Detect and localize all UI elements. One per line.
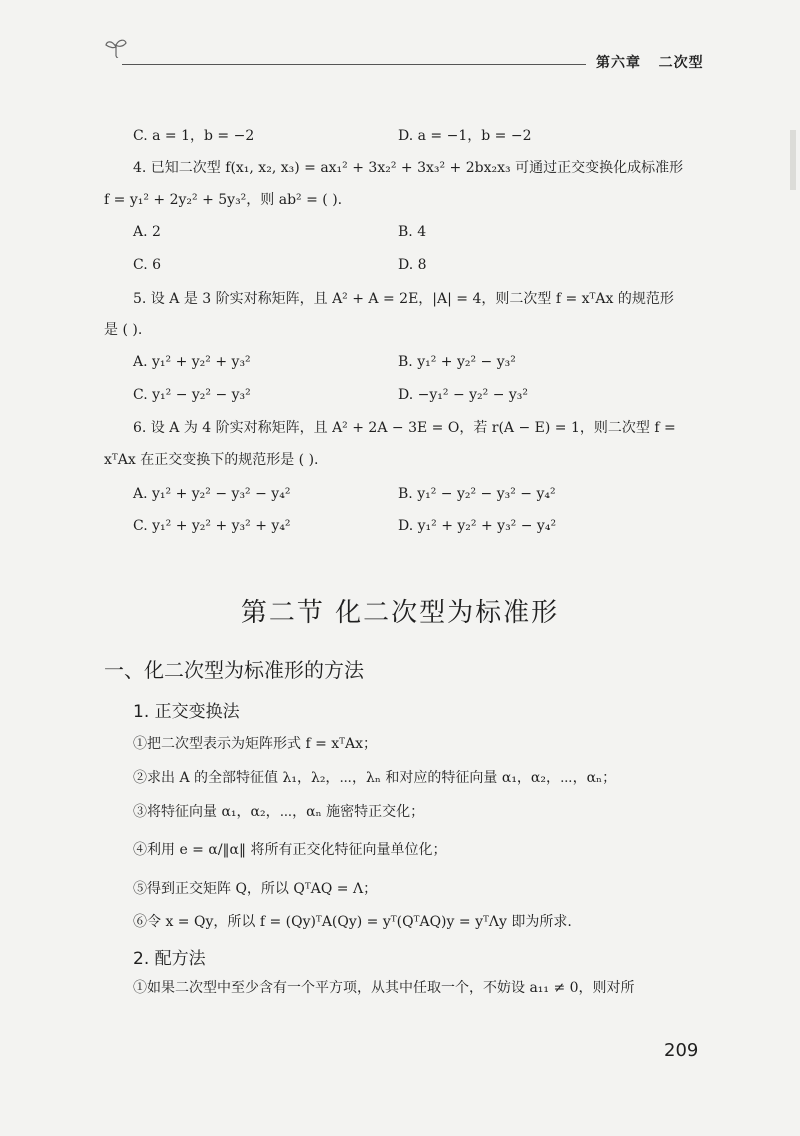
subsection-heading: 一、化二次型为标准形的方法 [104,658,364,682]
question-option: B. 4 [398,224,427,240]
question-option: B. y₁² − y₂² − y₃² − y₄² [398,486,556,502]
question-stem-line: xᵀAx 在正交变换下的规范形是 ( ). [104,452,319,468]
method-step: ①如果二次型中至少含有一个平方项，从其中任取一个，不妨设 a₁₁ ≠ 0，则对所 [133,980,635,996]
question-stem-line: 4. 已知二次型 f(x₁, x₂, x₃) = ax₁² + 3x₂² + 3x₃² + 2bx₂x₃ 可通过正交变换化成标准形 [133,160,684,176]
question-option: A. y₁² + y₂² − y₃² − y₄² [133,486,291,502]
method-step: ④利用 e = α/‖α‖ 将所有正交化特征向量单位化； [133,842,447,858]
method-step: ⑤得到正交矩阵 Q，所以 QᵀAQ = Λ； [133,881,378,897]
question-stem-line: f = y₁² + 2y₂² + 5y₃²，则 ab² = ( ). [104,192,343,208]
method-step: ⑥令 x = Qy，所以 f = (Qy)ᵀA(Qy) = yᵀ(QᵀAQ)y = yᵀΛy 即为所求. [133,914,572,930]
question-option: D. −y₁² − y₂² − y₃² [398,387,529,403]
section-title: 第二节 化二次型为标准形 [240,598,560,628]
page-edge-mark [790,130,796,190]
question-option: C. y₁² + y₂² + y₃² + y₄² [133,518,291,534]
question-option: A. y₁² + y₂² + y₃² [133,354,251,370]
page-number: 209 [664,1040,699,1061]
question-option: D. a = −1，b = −2 [398,128,532,144]
method-step: ①把二次型表示为矩阵形式 f = xᵀAx； [133,736,378,752]
question-option: A. 2 [133,224,161,240]
method-step: ②求出 A 的全部特征值 λ₁，λ₂，⋯，λₙ 和对应的特征向量 α₁，α₂，⋯，αₙ； [133,770,617,786]
question-option: C. a = 1，b = −2 [133,128,255,144]
method-step: ③将特征向量 α₁，α₂，⋯，αₙ 施密特正交化； [133,804,425,820]
header-rule [122,64,586,65]
chapter-header-title: 第六章 二次型 [596,55,704,71]
question-option: B. y₁² + y₂² − y₃² [398,354,516,370]
method-heading: 1. 正交变换法 [133,702,240,722]
question-option: D. y₁² + y₂² + y₃² − y₄² [398,518,557,534]
question-option: C. 6 [133,257,162,273]
leaf-sprout-icon [104,36,128,58]
method-heading: 2. 配方法 [133,949,206,969]
question-stem-line: 6. 设 A 为 4 阶实对称矩阵，且 A² + 2A − 3E = O，若 r(A − E) = 1，则二次型 f = [133,420,676,436]
question-stem-line: 5. 设 A 是 3 阶实对称矩阵，且 A² + A = 2E，|A| = 4，则二次型 f = xᵀAx 的规范形 [133,291,674,307]
question-stem-line: 是 ( ). [104,322,143,338]
question-option: C. y₁² − y₂² − y₃² [133,387,251,403]
question-option: D. 8 [398,257,427,273]
